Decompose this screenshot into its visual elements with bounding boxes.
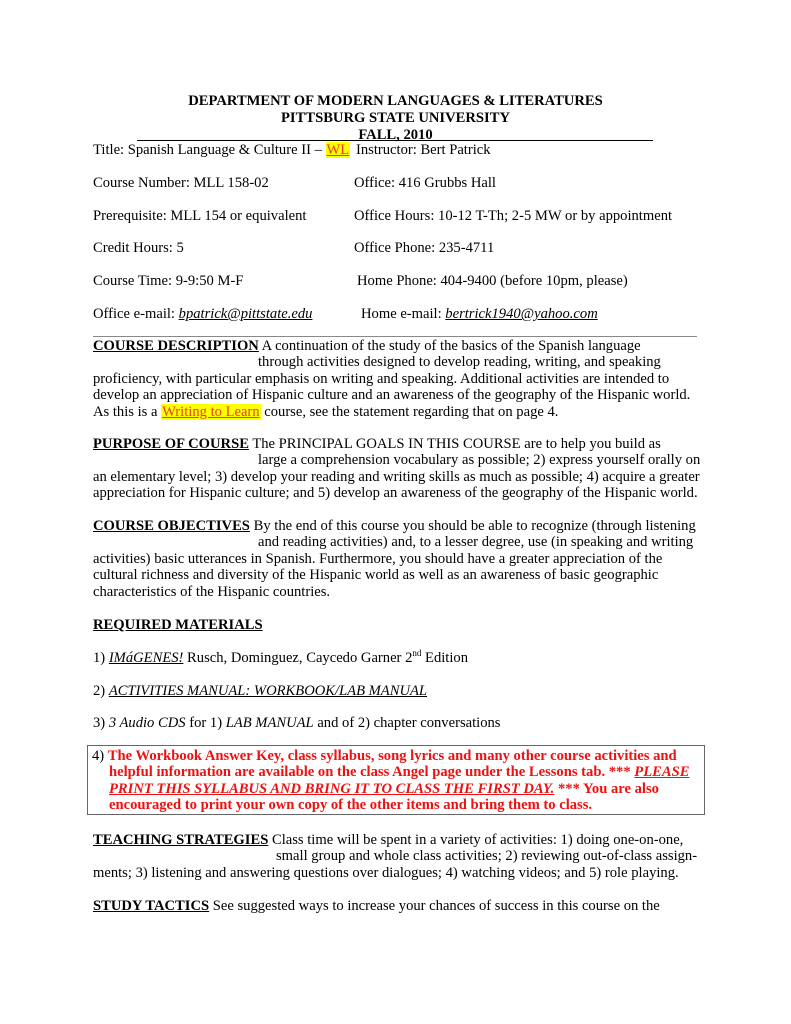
- course-time: Course Time: 9-9:50 M-F: [93, 273, 244, 289]
- header-divider: [137, 140, 653, 141]
- office-location: Office: 416 Grubbs Hall: [354, 175, 496, 191]
- print-syllabus-emphasis: PLEASE: [634, 764, 690, 781]
- objectives-text: and reading activities) and, to a lesser degree, use (in speaking and writing: [258, 534, 694, 551]
- purpose-of-course: [93, 436, 713, 502]
- course-description-text: As this is a: [93, 403, 162, 420]
- materials-heading-text: REQUIRED MATERIALS: [93, 617, 263, 633]
- notice-text: encouraged to print your own copy of the other items and bring them to class.: [109, 797, 593, 814]
- office-hours: Office Hours: 10-12 T-Th; 2-5 MW or by appointment: [354, 208, 673, 224]
- textbook-authors: Rusch, Dominguez, Caycedo Garner 2: [183, 650, 413, 666]
- home-email-label: Home e-mail:: [361, 306, 446, 322]
- home-email-link[interactable]: bertrick1940@yahoo.com: [445, 306, 598, 322]
- purpose-text: The PRINCIPAL GOALS IN THIS COURSE are to help you build as: [248, 436, 661, 452]
- writing-to-learn-tag[interactable]: WL: [326, 142, 350, 158]
- item-number: 1): [93, 650, 109, 666]
- materials-heading: [93, 617, 263, 634]
- writing-to-learn-link[interactable]: Writing to Learn: [162, 403, 260, 420]
- instructor: Instructor: Bert Patrick: [356, 142, 491, 158]
- item-text: for 1): [185, 715, 226, 731]
- important-notice-box: [87, 745, 705, 815]
- item-number: 2): [93, 683, 109, 699]
- item-number: 3): [93, 715, 109, 731]
- workbook-title: ACTIVITIES MANUAL: WORKBOOK/LAB MANUAL: [108, 683, 428, 699]
- home-phone: Home Phone: 404-9400 (before 10pm, please): [357, 273, 628, 289]
- objectives-text: cultural richness and diversity of the Hispanic world as well as an awareness of basic geographic: [93, 567, 659, 584]
- purpose-heading: PURPOSE OF COURSE: [93, 436, 249, 452]
- course-title: [93, 142, 350, 159]
- item-number: 4): [92, 748, 108, 764]
- purpose-text: an elementary level; 3) develop your reading and writing skills as much as possible; 4) acquire a greater: [93, 468, 700, 485]
- info-divider: [93, 336, 697, 337]
- notice-text: The Workbook Answer Key, class syllabus, song lyrics and many other course activities and: [107, 748, 677, 764]
- lab-manual: LAB MANUAL: [225, 715, 314, 731]
- prerequisite: Prerequisite: MLL 154 or equivalent: [93, 208, 307, 224]
- notice-text: helpful information are available on the class Angel page under the Lessons tab. ***: [109, 764, 635, 781]
- course-description-heading: COURSE DESCRIPTION: [93, 338, 259, 354]
- teaching-heading: TEACHING STRATEGIES: [93, 832, 269, 848]
- material-item-3: [93, 715, 500, 732]
- office-email-label: Office e-mail:: [93, 306, 179, 322]
- material-item-1: [93, 650, 468, 667]
- objectives-text: characteristics of the Hispanic countries.: [93, 583, 331, 600]
- objectives-text: By the end of this course you should be able to recognize (through listening: [249, 518, 696, 534]
- course-description-text: course, see the statement regarding that on page 4.: [260, 403, 559, 420]
- purpose-text: large a comprehension vocabulary as possible; 2) express yourself orally on: [258, 452, 701, 469]
- course-description-text: proficiency, with particular emphasis on writing and speaking. Additional activities are intended to: [93, 370, 670, 387]
- study-text: See suggested ways to increase your chances of success in this course on the: [209, 898, 660, 914]
- study-heading: STUDY TACTICS: [93, 898, 210, 914]
- objectives-heading: COURSE OBJECTIVES: [93, 518, 250, 534]
- office-phone: Office Phone: 235-4711: [354, 240, 495, 256]
- home-email-row: [361, 306, 598, 323]
- teaching-text: small group and whole class activities; 2) reviewing out-of-class assign-: [276, 848, 698, 865]
- course-description-text: develop an appreciation of Hispanic culture and an awareness of the geography of the Hispanic world.: [93, 387, 691, 404]
- course-description: [93, 338, 713, 420]
- print-syllabus-emphasis: PRINT THIS SYLLABUS AND BRING IT TO CLASS THE FIRST DAY.: [109, 780, 555, 797]
- course-number: Course Number: MLL 158-02: [93, 175, 269, 191]
- teaching-text: Class time will be spent in a variety of activities: 1) doing one-on-one,: [268, 832, 684, 848]
- purpose-text: appreciation for Hispanic culture; and 5) develop an awareness of the geography of the Hispanic world.: [93, 485, 698, 502]
- department-heading: DEPARTMENT OF MODERN LANGUAGES & LITERATURES: [188, 93, 603, 109]
- teaching-text: ments; 3) listening and answering questions over dialogues; 4) watching videos; and 5) role playing.: [93, 864, 679, 881]
- office-email-row: [93, 306, 312, 323]
- material-item-2: [93, 683, 427, 700]
- course-title-label: Title: Spanish Language & Culture II –: [93, 142, 326, 158]
- edition-label: Edition: [421, 650, 468, 666]
- university-heading: PITTSBURG STATE UNIVERSITY: [281, 110, 510, 126]
- textbook-title: IMáGENES!: [108, 650, 184, 666]
- term-heading: FALL, 2010: [358, 127, 433, 143]
- teaching-strategies: [93, 832, 713, 881]
- notice-text: *** You are also: [554, 780, 659, 797]
- audio-cds: 3 Audio CDS: [108, 715, 186, 731]
- course-objectives: [93, 518, 713, 600]
- course-description-text: A continuation of the study of the basics of the Spanish language: [258, 338, 641, 354]
- study-tactics: [93, 898, 713, 914]
- credit-hours: Credit Hours: 5: [93, 240, 184, 256]
- office-email-link[interactable]: bpatrick@pittstate.edu: [178, 306, 313, 322]
- course-description-text: through activities designed to develop reading, writing, and speaking: [258, 354, 661, 371]
- edition-superscript: nd: [412, 648, 422, 658]
- item-text: and of 2) chapter conversations: [313, 715, 501, 731]
- objectives-text: activities) basic utterances in Spanish. Furthermore, you should have a greater appreciation of the: [93, 550, 663, 567]
